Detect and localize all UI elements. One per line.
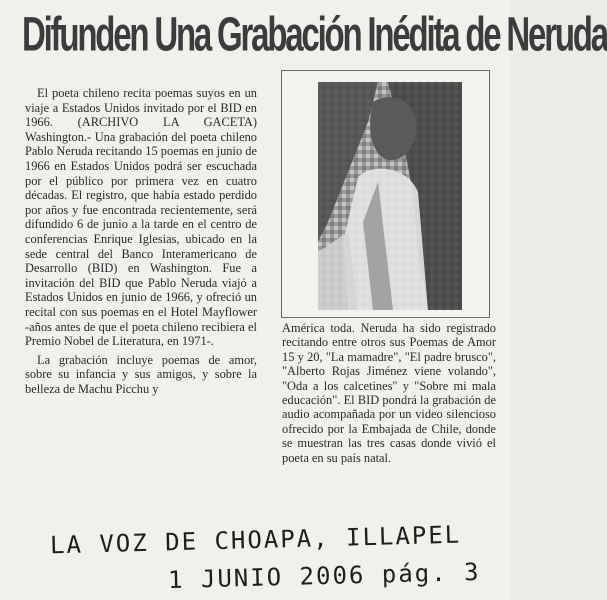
neruda-photo: [318, 82, 462, 310]
right-column: [282, 321, 496, 465]
caption-text: El poeta chileno recita poemas suyos en un viaje a Estados Unidos invitado por el BID en 1966. (ARCHIVO LA GACETA) Washington.-: [25, 86, 257, 144]
left-column: [25, 86, 257, 400]
handwritten-source-note: LA VOZ DE CHOAPA, ILLAPEL: [49, 520, 462, 560]
headline: Difunden Una Grabación Inédita de Neruda: [22, 7, 607, 61]
body-paragraph-2: La grabación incluye poemas de amor, sobre su infancia y sus amigos, y sobre la belleza de Machu Picchu y: [25, 352, 257, 396]
photo-caption: [25, 86, 257, 349]
body-intro: Una grabación del poeta chileno Pablo Neruda recitando 15 poemas en junio de 1966 en Estados Unidos podrá ser escuchada por el público por primera vez en cuatro décadas. El registro, que había estado perdido por años y fue encontrada recientemente, será difundido 6 de junio a la tarde en el centro de conferencias Enrique Iglesias, ubicado en la sede central del Banco Interamericano de Desarrollo (BID) en Washington. Fue a invitación del BID que Pablo Neruda viajó a Estados Unidos en junio de 1966, y ofreció un recital con sus poemas en el Hotel Mayflower -años antes de que el poeta chileno recibiera el Premio Nobel de Literatura, en 1971-.: [25, 129, 257, 349]
handwritten-date-note: 1 JUNIO 2006 pág. 3: [167, 557, 481, 595]
body-paragraph-3: América toda. Neruda ha sido registrado recitando entre otros sus Poemas de Amor 15 y 20, "La mamadre", "El padre brusco", "Alberto Rojas Jiménez viene volando", "Oda a los calcetines" y "Sobre mi mala educación". El BID pondrá la grabación de audio acompañada por un video silencioso ofrecido por la Embajada de Chile, donde se muestran las tres casas donde vivió el poeta en su país natal.: [282, 321, 496, 465]
portrait-image: [318, 82, 462, 310]
